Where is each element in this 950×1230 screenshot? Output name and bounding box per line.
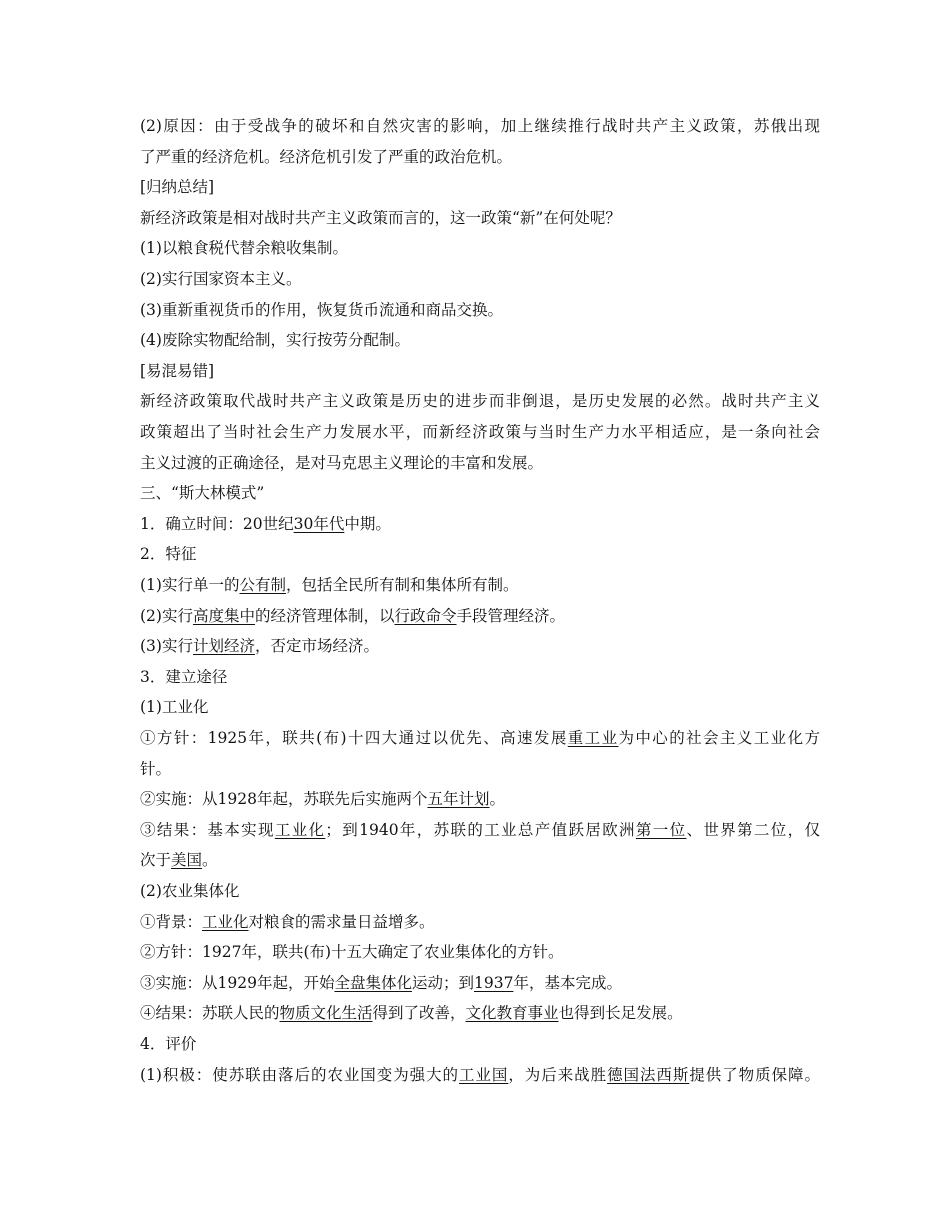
text-segment: (1)以粮食税代替余粮收集制。 [140, 239, 348, 258]
text-segment: (3)重新重视货币的作用，恢复货币流通和商品交换。 [140, 300, 503, 319]
text-segment: 。 [489, 790, 505, 809]
text-line [140, 299, 820, 321]
text-segment: (3)实行 [140, 637, 193, 656]
text-line [140, 513, 820, 535]
text-segment: ①方针：1925年，联共(布)十四大通过以优先、高速发展 [140, 729, 568, 747]
text-segment: (2)原因：由于受战争的破坏和自然灾害的影响，加上继续推行战时共产主义政策，苏俄出现 [140, 117, 820, 135]
text-segment: 3．建立途径 [140, 667, 228, 686]
underlined-answer: 第一位 [635, 820, 687, 839]
text-segment: 手段管理经济。 [456, 606, 566, 625]
text-segment: 三、“斯大林模式” [140, 484, 265, 503]
text-segment: 中期。 [344, 514, 391, 533]
underlined-answer: 工业国 [459, 1065, 509, 1084]
underlined-answer: 工业化 [202, 912, 249, 931]
underlined-answer: 美国 [171, 851, 203, 870]
text-segment: ②方针：1927年，联共(布)十五大确定了农业集体化的方针。 [140, 943, 564, 962]
text-segment: 运动；到 [411, 973, 474, 992]
text-segment: (2)农业集体化 [140, 882, 240, 900]
text-line [140, 543, 820, 565]
text-line [140, 972, 820, 994]
underlined-answer: 计划经济 [192, 637, 255, 656]
text-line [140, 115, 820, 137]
text-line [140, 176, 820, 198]
text-line [140, 911, 820, 933]
text-segment: 为中心的社会主义工业化方 [618, 729, 820, 747]
text-segment: [归纳总结] [140, 178, 215, 197]
text-segment: 主义过渡的正确途径，是对马克思主义理论的丰富和发展。 [140, 453, 544, 472]
text-line [140, 574, 820, 596]
text-segment: 新经济政策是相对战时共产主义政策而言的，这一政策“新”在何处呢？ [140, 208, 621, 227]
underlined-answer: 重工业 [567, 729, 619, 747]
text-line [140, 452, 820, 474]
text-segment: 4．评价 [140, 1035, 197, 1053]
text-segment: 年，基本完成。 [513, 973, 622, 992]
text-segment: 2．特征 [140, 545, 197, 564]
text-line [140, 666, 820, 688]
text-segment: 针。 [140, 759, 172, 778]
text-line [140, 880, 820, 902]
text-segment: ①背景： [140, 912, 203, 931]
text-segment: 政策超出了当时社会生产力发展水平，而新经济政策与当时生产力水平相适应，是一条向社会 [140, 423, 820, 441]
text-segment: 、世界第二位，仅 [686, 820, 820, 839]
underlined-answer: 五年计划 [427, 790, 490, 809]
text-segment: ②实施：从1928年起，苏联先后实施两个 [140, 790, 428, 809]
text-segment: ，包括全民所有制和集体所有制。 [285, 576, 519, 594]
text-segment: (1)实行单一的 [140, 576, 240, 594]
text-line [140, 207, 820, 229]
text-segment: 了严重的经济危机。经济危机引发了严重的政治危机。 [140, 147, 513, 166]
text-line [140, 941, 820, 963]
text-line [140, 696, 820, 718]
text-segment: ③实施：从1929年起，开始 [140, 973, 335, 992]
underlined-answer: 工业化 [274, 820, 326, 839]
text-segment: (4)废除实物配给制，实行按劳分配制。 [140, 331, 410, 350]
text-segment: ；到1940年，苏联的工业总产值跃居欧洲 [325, 820, 636, 839]
underlined-answer: 行政命令 [394, 606, 457, 625]
underlined-answer: 文化教育事业 [465, 1004, 559, 1023]
text-segment: 也得到长足发展。 [558, 1004, 683, 1023]
text-line [140, 482, 820, 504]
text-segment: [易混易错] [140, 361, 215, 380]
text-segment: 新经济政策取代战时共产主义政策是历史的进步而非倒退，是历史发展的必然。战时共产主义 [140, 392, 820, 411]
text-line [140, 758, 820, 780]
text-segment: ③结果：基本实现 [140, 820, 275, 839]
text-segment: (1)积极：使苏联由落后的农业国变为强大的 [140, 1065, 459, 1084]
text-segment: 得到了改善， [372, 1004, 466, 1023]
text-segment: (2)实行国家资本主义。 [140, 270, 302, 288]
text-segment: 1．确立时间：20世纪 [140, 514, 294, 533]
text-line [140, 635, 820, 657]
underlined-answer: 1937 [473, 973, 514, 992]
text-segment: 。 [202, 851, 218, 870]
text-line [140, 1064, 820, 1086]
text-line [140, 390, 820, 412]
text-line [140, 360, 820, 382]
text-segment: 对粮食的需求量日益增多。 [248, 912, 435, 931]
text-line [140, 849, 820, 871]
text-segment: (1)工业化 [140, 698, 209, 717]
text-line [140, 605, 820, 627]
text-segment: ，为后来战胜 [508, 1065, 608, 1084]
underlined-answer: 高度集中 [192, 606, 255, 625]
text-segment: ④结果：苏联人民的 [140, 1004, 280, 1023]
text-line [140, 788, 820, 810]
text-line [140, 146, 820, 168]
text-line [140, 727, 820, 749]
underlined-answer: 全盘集体化 [334, 973, 412, 992]
underlined-answer: 公有制 [239, 576, 286, 594]
text-line [140, 329, 820, 351]
text-line [140, 268, 820, 290]
text-segment: 的经济管理体制，以 [254, 606, 395, 625]
text-line [140, 1033, 820, 1055]
text-line [140, 421, 820, 443]
underlined-answer: 德国法西斯 [607, 1065, 690, 1084]
text-segment: 次于 [140, 851, 172, 870]
text-line [140, 237, 820, 259]
underlined-answer: 物质文化生活 [279, 1004, 373, 1023]
text-segment: 提供了物质保障。 [689, 1065, 820, 1084]
text-segment: ，否定市场经济。 [254, 637, 379, 656]
text-segment: (2)实行 [140, 606, 193, 625]
text-line [140, 1002, 820, 1024]
text-line [140, 819, 820, 841]
underlined-answer: 30年代 [293, 514, 345, 533]
